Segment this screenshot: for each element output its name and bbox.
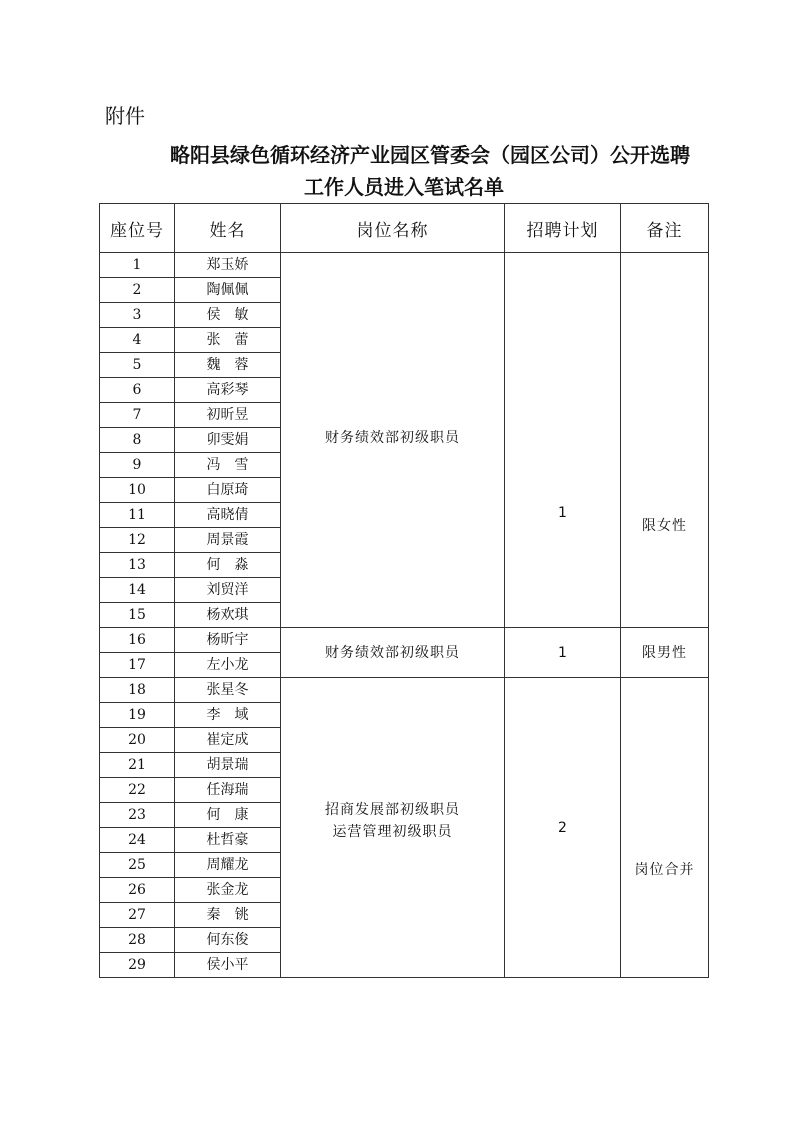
- seat-number: 25: [100, 853, 175, 878]
- seat-number: 20: [100, 728, 175, 753]
- remark: 限男性: [621, 628, 709, 678]
- seat-number: 19: [100, 703, 175, 728]
- recruitment-plan: 1: [505, 253, 621, 628]
- post-name-line: 运营管理初级职员: [332, 823, 453, 840]
- candidate-table: [99, 203, 709, 978]
- candidate-name: 魏 蓉: [175, 353, 281, 378]
- candidate-name: 周景霞: [175, 528, 281, 553]
- seat-number: 17: [100, 653, 175, 678]
- seat-number: 24: [100, 828, 175, 853]
- seat-number: 23: [100, 803, 175, 828]
- candidate-name: 崔定成: [175, 728, 281, 753]
- seat-number: 15: [100, 603, 175, 628]
- candidate-name: 张星冬: [175, 678, 281, 703]
- candidate-name: 白原琦: [175, 478, 281, 503]
- seat-number: 11: [100, 503, 175, 528]
- candidate-name: 何 康: [175, 803, 281, 828]
- seat-number: 7: [100, 403, 175, 428]
- candidate-name: 杨昕宇: [175, 628, 281, 653]
- table-body: [100, 253, 709, 978]
- recruitment-plan: 2: [505, 678, 621, 978]
- seat-number: 26: [100, 878, 175, 903]
- seat-number: 29: [100, 953, 175, 978]
- seat-number: 22: [100, 778, 175, 803]
- candidate-name: 侯 敏: [175, 303, 281, 328]
- recruitment-plan: 1: [505, 628, 621, 678]
- candidate-name: 郑玉娇: [175, 253, 281, 278]
- seat-number: 9: [100, 453, 175, 478]
- seat-number: 6: [100, 378, 175, 403]
- document-title-line-2: 工作人员进入笔试名单: [304, 175, 504, 199]
- seat-number: 5: [100, 353, 175, 378]
- column-header-note: 备注: [621, 204, 709, 253]
- candidate-name: 何东俊: [175, 928, 281, 953]
- seat-number: 13: [100, 553, 175, 578]
- seat-number: 4: [100, 328, 175, 353]
- candidate-name: 初昕昱: [175, 403, 281, 428]
- seat-number: 8: [100, 428, 175, 453]
- candidate-name: 陶佩佩: [175, 278, 281, 303]
- post-name-line: 财务绩效部初级职员: [325, 644, 460, 661]
- seat-number: 18: [100, 678, 175, 703]
- seat-number: 28: [100, 928, 175, 953]
- candidate-name: 秦 铫: [175, 903, 281, 928]
- candidate-name: 冯 雪: [175, 453, 281, 478]
- post-name-line: 招商发展部初级职员: [325, 801, 460, 818]
- table-row: [100, 628, 709, 653]
- post-name: [281, 678, 505, 978]
- seat-number: 10: [100, 478, 175, 503]
- candidate-name: 杜哲豪: [175, 828, 281, 853]
- seat-number: 27: [100, 903, 175, 928]
- column-header-name: 姓名: [175, 204, 281, 253]
- document-title-line-1: 略阳县绿色循环经济产业园区管委会（园区公司）公开选聘: [170, 143, 690, 167]
- post-name-line: 财务绩效部初级职员: [325, 430, 460, 446]
- column-header-plan: 招聘计划: [505, 204, 621, 253]
- candidate-name: 周耀龙: [175, 853, 281, 878]
- table-header-row: [100, 204, 709, 253]
- candidate-name: 胡景瑞: [175, 753, 281, 778]
- table-row: [100, 253, 709, 278]
- candidate-name: 侯小平: [175, 953, 281, 978]
- post-name: [281, 253, 505, 628]
- candidate-name: 何 淼: [175, 553, 281, 578]
- seat-number: 3: [100, 303, 175, 328]
- candidate-name: 左小龙: [175, 653, 281, 678]
- candidate-name: 张 蕾: [175, 328, 281, 353]
- candidate-name: 刘贸洋: [175, 578, 281, 603]
- seat-number: 1: [100, 253, 175, 278]
- column-header-seat: 座位号: [100, 204, 175, 253]
- post-name: [281, 628, 505, 678]
- candidate-name: 高彩琴: [175, 378, 281, 403]
- seat-number: 16: [100, 628, 175, 653]
- seat-number: 21: [100, 753, 175, 778]
- column-header-post: 岗位名称: [281, 204, 505, 253]
- candidate-name: 高晓倩: [175, 503, 281, 528]
- candidate-name: 李 域: [175, 703, 281, 728]
- attachment-label: 附件: [105, 104, 145, 128]
- seat-number: 14: [100, 578, 175, 603]
- table-row: [100, 678, 709, 703]
- candidate-name: 卯雯娟: [175, 428, 281, 453]
- candidate-name: 杨欢琪: [175, 603, 281, 628]
- remark: 岗位合并: [621, 678, 709, 978]
- candidate-name: 任海瑞: [175, 778, 281, 803]
- remark: 限女性: [621, 253, 709, 628]
- seat-number: 2: [100, 278, 175, 303]
- candidate-name: 张金龙: [175, 878, 281, 903]
- seat-number: 12: [100, 528, 175, 553]
